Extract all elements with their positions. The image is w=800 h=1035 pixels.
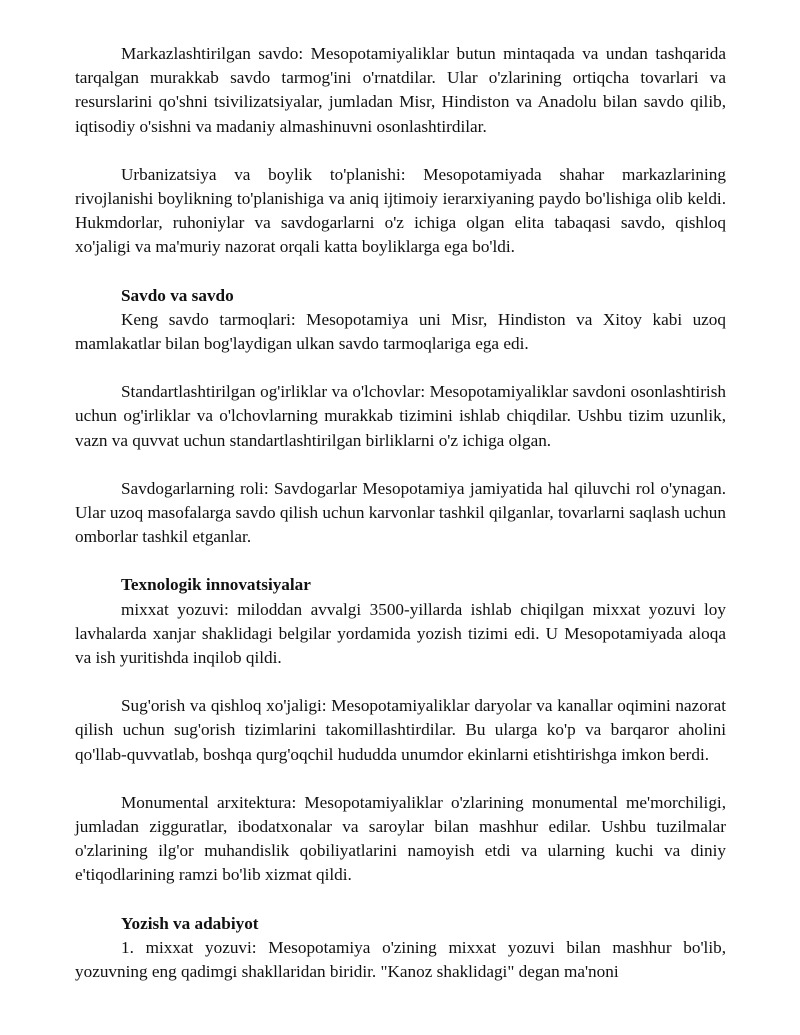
heading-writing: Yozish va adabiyot [121, 913, 259, 933]
document-page [75, 42, 726, 984]
paragraph-cuneiform: mixxat yozuvi: miloddan avvalgi 3500-yillarda ishlab chiqilgan mixxat yozuvi loy lavhalarda xanjar shaklidagi belgilar yordamida yozish tizimi edi. U Mesopotamiyada aloqa va ish yuritishda inqilob qildi. [75, 599, 726, 668]
paragraph-centralized-trade: Markazlashtirilgan savdo: Mesopotamiyaliklar butun mintaqada va undan tashqarida tarqalgan murakkab savdo tarmog'ini o'rnatdilar. Ular o'zlarining ortiqcha tovarlari va resurslarini qo'shni tsivilizatsiyalar, jumladan Misr, Hindiston va Anadolu bilan savdo qilib, iqtisodiy o'sishni va madaniy almashinuvni osonlashtirdilar. [75, 44, 726, 136]
paragraph-cuneiform-writing: 1. mixxat yozuvi: Mesopotamiya o'zining mixxat yozuvi bilan mashhur bo'lib, yozuvning eng qadimgi shakllaridan biridir. "Kanoz shaklidagi" degan ma'noni [75, 937, 726, 982]
paragraph-merchants: Savdogarlarning roli: Savdogarlar Mesopotamiya jamiyatida hal qiluvchi rol o'ynagan. Ular uzoq masofalarga savdo qilish uchun karvonlar tashkil qilganlar, tovarlarni saqlash uchun omborlar tashkil etganlar. [75, 478, 726, 547]
paragraph-architecture: Monumental arxitektura: Mesopotamiyaliklar o'zlarining monumental me'morchiligi, jumladan zigguratlar, ibodatxonalar va saroylar bilan mashhur edilar. Ushbu tuzilmalar o'zlarining ilg'or muhandislik qobiliyatlarini namoyish etdi va ularning kuchi va diniy e'tiqodlarining ramzi bo'lib xizmat qildi. [75, 792, 726, 885]
paragraph-weights-measures: Standartlashtirilgan og'irliklar va o'lchovlar: Mesopotamiyaliklar savdoni osonlashtirish uchun og'irliklar va o'lchovlarning murakkab tizimini ishlab chiqdilar. Ushbu tizim uzunlik, vazn va quvvat uchun standartlashtirilgan birliklarni o'z ichiga olgan. [75, 382, 726, 450]
paragraph-writing-wrapper [75, 936, 726, 984]
heading-technology: Texnologik innovatsiyalar [121, 575, 311, 595]
heading-trade: Savdo va savdo [121, 285, 234, 305]
paragraph-irrigation: Sug'orish va qishloq xo'jaligi: Mesopotamiyaliklar daryolar va kanallar oqimini nazorat qilish uchun sug'orish tizimlarini takomillashtirdilar. Bu ularga ko'p va barqaror aholini qo'llab-quvvatlab, boshqa qurg'oqchil hududda unumdor ekinlarni etishtirishga imkon berdi. [75, 696, 726, 764]
paragraph-urbanization: Urbanizatsiya va boylik to'planishi: Mesopotamiyada shahar markazlarining rivojlanishi boylikning to'planishiga va aniq ijtimoiy ierarxiyaning paydo bo'lishiga olib keldi. Hukmdorlar, ruhoniylar va savdogarlarni o'z ichiga olgan elita tabaqasi savdo, qishloq xo'jaligi va ma'muriy nazorat orqali katta boyliklarga ega bo'ldi. [75, 164, 726, 257]
paragraph-trade-networks: Keng savdo tarmoqlari: Mesopotamiya uni Misr, Hindiston va Xitoy kabi uzoq mamlakatlar bilan bog'laydigan ulkan savdo tarmoqlariga ega edi. [75, 309, 726, 354]
